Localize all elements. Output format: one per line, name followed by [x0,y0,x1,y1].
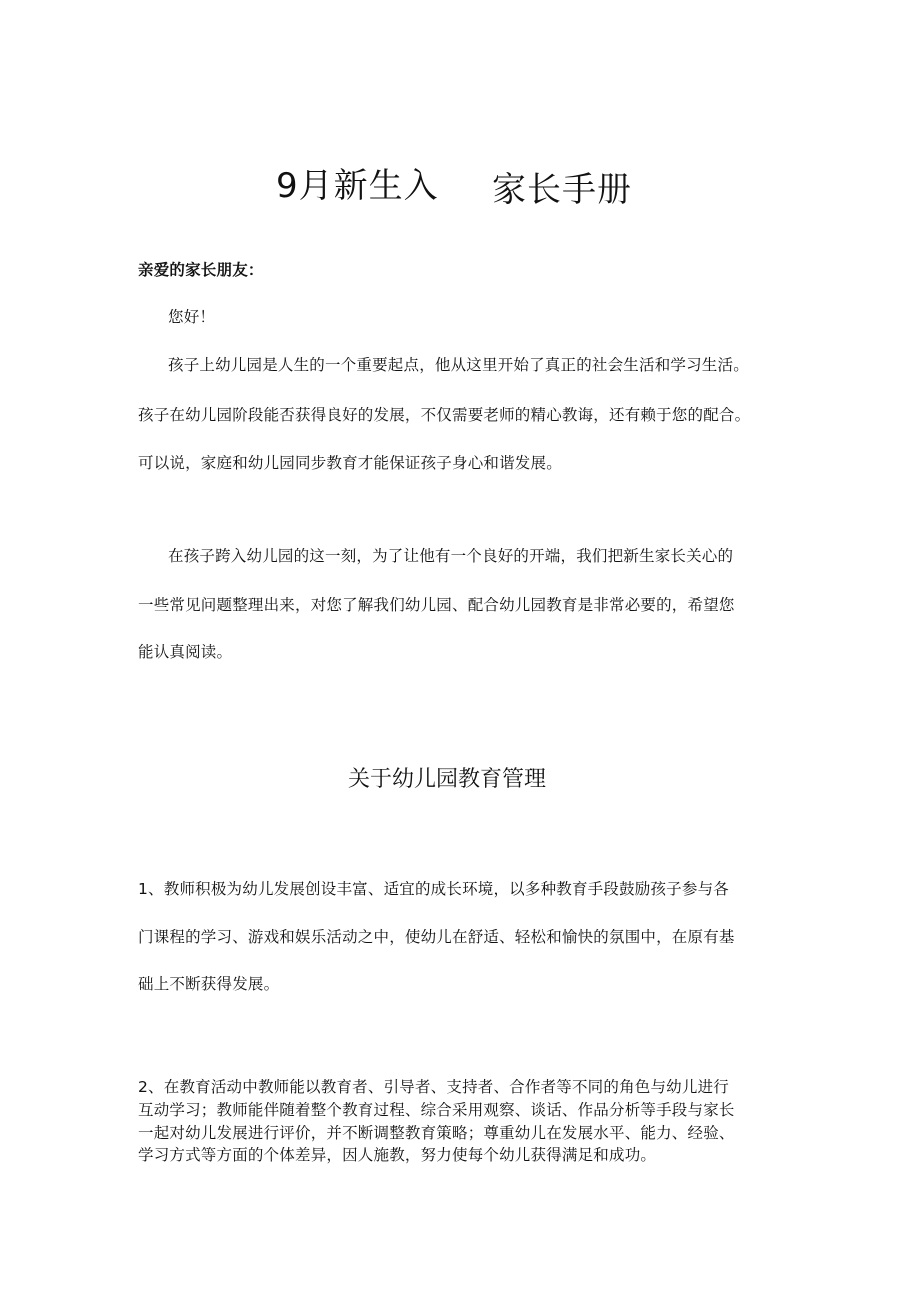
intro-line-2: 孩子在幼儿园阶段能否获得良好的发展，不仅需要老师的精心教诲，还有赖于您的配合。 [138,406,751,424]
greeting: 亲爱的家长朋友： [138,261,264,279]
section-title: 关于幼儿园教育管理 [348,767,547,792]
item2-line-4: 学习方式等方面的个体差异，因人施教，努力使每个幼儿获得满足和成功。 [138,1146,657,1164]
item2-line-1: 2、在教育活动中教师能以教育者、引导者、支持者、合作者等不同的角色与幼儿进行 [138,1078,729,1096]
item2-line-2: 互动学习；教师能伴随着整个教育过程、综合采用观察、谈话、作品分析等手段与家长 [138,1101,735,1119]
para2-line-2: 一些常见问题整理出来，对您了解我们幼儿园、配合幼儿园教育是非常必要的，希望您 [138,596,735,614]
salutation: 您好！ [168,308,216,326]
item1-line-1: 1、教师积极为幼儿发展创设丰富、适宜的成长环境，以多种教育手段鼓励孩子参与各 [138,880,729,898]
item2-line-3: 一起对幼儿发展进行评价，并不断调整教育策略；尊重幼儿在发展水平、能力、经验、 [138,1124,735,1142]
item1-line-2: 门课程的学习、游戏和娱乐活动之中，使幼儿在舒适、轻松和愉快的氛围中，在原有基 [138,928,735,946]
intro-line-3: 可以说，家庭和幼儿园同步教育才能保证孩子身心和谐发展。 [138,454,562,472]
para2-line-1: 在孩子跨入幼儿园的这一刻，为了让他有一个良好的开端，我们把新生家长关心的 [168,547,734,565]
doc-title-part2: 家长手册 [492,170,632,210]
item1-line-3: 础上不断获得发展。 [138,975,280,993]
para2-line-3: 能认真阅读。 [138,643,233,661]
doc-title-part1: 9月新生入 [276,166,439,206]
intro-line-1: 孩子上幼儿园是人生的一个重要起点，他从这里开始了真正的社会生活和学习生活。 [168,356,749,374]
